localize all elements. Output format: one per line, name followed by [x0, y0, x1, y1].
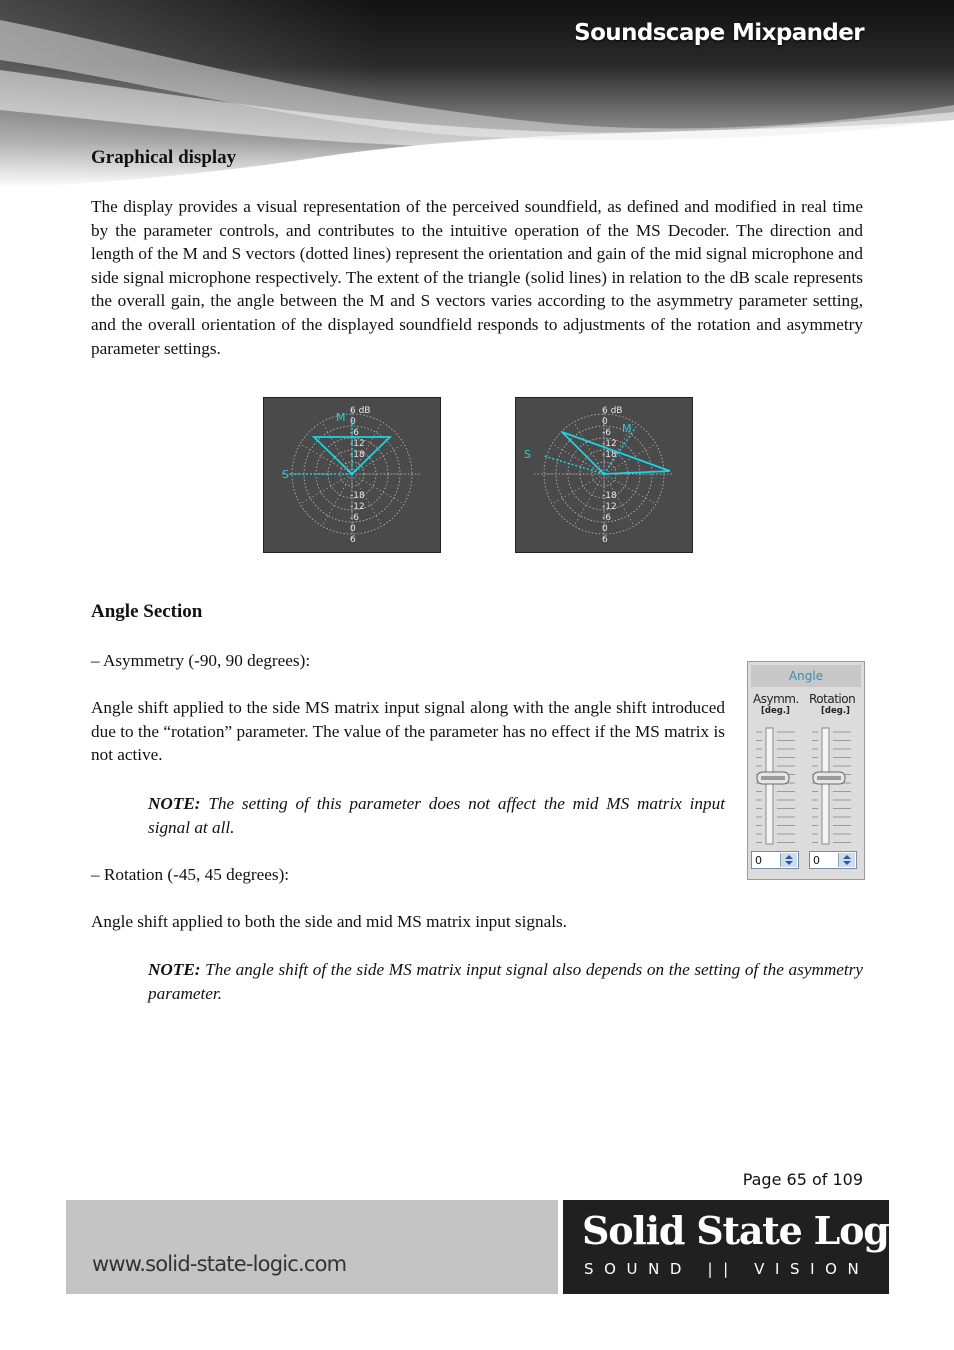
note-label: NOTE: [148, 794, 201, 813]
asymm-label: Asymm. [753, 692, 799, 706]
rotation-value: 0 [813, 854, 820, 867]
asymm-value-input[interactable] [751, 851, 799, 869]
ssl-tagline: SOUND || VISION [584, 1260, 870, 1278]
db-scale-label: 6 [350, 535, 356, 545]
db-scale-label: 0 [602, 417, 608, 427]
soundfield-plot-rotated [515, 397, 693, 553]
rotation-slider[interactable] [809, 726, 857, 848]
footer-url-bar [66, 1200, 558, 1294]
s-vector-label: S [282, 468, 289, 481]
note-text: The setting of this parameter does not affect the mid MS matrix input signal at all. [148, 794, 725, 837]
angle-panel [747, 661, 865, 880]
rotation-description: Angle shift applied to both the side and mid MS matrix input signals. [91, 912, 567, 931]
ssl-logo-wordmark: Solid State Logic [582, 1208, 924, 1253]
db-scale-label: -12 [602, 502, 617, 512]
rotation-slider-thumb[interactable] [813, 772, 845, 784]
m-vector-label: M [336, 411, 346, 424]
db-scale-label: 0 [350, 524, 356, 534]
footer-url[interactable]: www.solid-state-logic.com [92, 1252, 347, 1276]
db-scale-label: -6 [602, 428, 611, 438]
rotation-spinner-arrows-icon[interactable] [838, 853, 855, 867]
note-label: NOTE: [148, 960, 201, 979]
db-scale-label: -12 [350, 502, 365, 512]
section-heading-angle-section: Angle Section [91, 601, 203, 622]
asymmetry-description: Angle shift applied to the side MS matrix input signal along with the angle shift introduced due to the “rotation” parameter. The value of the parameter has no effect if the MS matrix is not active. [91, 698, 725, 765]
asymmetry-title: – Asymmetry (-90, 90 degrees): [91, 651, 311, 670]
asymm-unit: [deg.] [761, 706, 790, 716]
asymm-value: 0 [755, 854, 762, 867]
db-scale-label: -12 [350, 439, 365, 449]
s-vector-label: S [524, 448, 531, 461]
soundfield-plot-default [263, 397, 441, 553]
db-scale-label: -18 [350, 491, 365, 501]
db-scale-label: -18 [602, 450, 617, 460]
db-scale-label: 6 dB [602, 406, 623, 416]
asymmetry-note [148, 792, 725, 839]
db-scale-label: 0 [602, 524, 608, 534]
asymm-slider-thumb[interactable] [757, 772, 789, 784]
note-text: The angle shift of the side MS matrix input signal also depends on the setting of the asymmetry parameter. [148, 960, 863, 1003]
db-scale-label: -12 [602, 439, 617, 449]
db-scale-label: -6 [602, 513, 611, 523]
db-scale-label: 0 [350, 417, 356, 427]
db-scale-label: -18 [350, 450, 365, 460]
asymm-slider[interactable] [753, 726, 801, 848]
m-vector-label: M [622, 422, 632, 435]
rotation-note [148, 958, 863, 1005]
db-scale-label: 6 [602, 535, 608, 545]
document-title: Soundscape Mixpander [574, 20, 864, 46]
asymm-spinner-arrows-icon[interactable] [780, 853, 797, 867]
graphical-display-paragraph: The display provides a visual representation of the perceived soundfield, as defined and modified in real time by the parameter controls, and contributes to the intuitive operation of the MS Decoder. The direction and length of the M and S vectors (dotted lines) represent the orientation and gain of the mid signal microphone and side signal microphone respectively. The extent of the triangle (solid lines) in relation to the dB scale represents the overall gain, the angle between the M and S vectors varies according to the asymmetry parameter setting, and the overall orientation of the displayed soundfield responds to adjustments of the rotation and asymmetry parameter settings. [91, 197, 863, 358]
page-number: Page 65 of 109 [742, 1170, 863, 1189]
section-heading-graphical-display: Graphical display [91, 147, 237, 168]
footer-brand-block [563, 1200, 924, 1294]
db-scale-label: -6 [350, 513, 359, 523]
rotation-value-input[interactable] [809, 851, 857, 869]
rotation-unit: [deg.] [821, 706, 850, 716]
angle-panel-title: Angle [751, 665, 861, 687]
db-scale-label: 6 dB [350, 406, 371, 416]
db-scale-label: -18 [602, 491, 617, 501]
rotation-title: – Rotation (-45, 45 degrees): [91, 865, 290, 884]
rotation-label: Rotation [809, 692, 856, 706]
db-scale-label: -6 [350, 428, 359, 438]
